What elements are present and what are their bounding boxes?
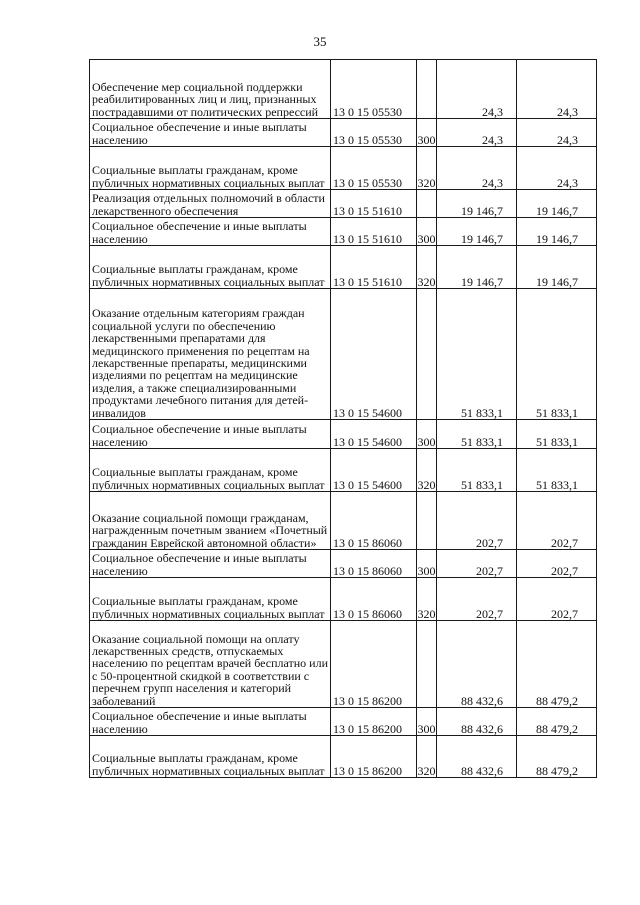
row-name: Социальное обеспечение и иные выплаты населению [90,218,331,246]
row-amount-1: 51 833,1 [437,449,517,492]
row-amount-1: 19 146,7 [437,218,517,246]
row-amount-2: 19 146,7 [517,218,597,246]
row-expense-type: 320 [417,578,437,621]
row-amount-1: 202,7 [437,578,517,621]
row-amount-1: 24,3 [437,147,517,190]
row-name: Социальное обеспечение и иные выплаты населению [90,550,331,578]
row-code: 13 0 15 54600 [331,449,417,492]
row-amount-2: 88 479,2 [517,621,597,708]
row-expense-type: 320 [417,246,437,289]
row-amount-2: 88 479,2 [517,708,597,736]
row-amount-2: 202,7 [517,578,597,621]
row-code: 13 0 15 86200 [331,621,417,708]
page-number: 35 [313,34,327,49]
row-expense-type: 320 [417,736,437,778]
row-amount-1: 88 432,6 [437,708,517,736]
row-amount-1: 51 833,1 [437,289,517,420]
row-amount-1: 19 146,7 [437,190,517,218]
row-name: Социальные выплаты гражданам, кроме публичных нормативных социальных выплат [90,736,331,778]
row-amount-1: 88 432,6 [437,621,517,708]
row-expense-type: 300 [417,550,437,578]
row-code: 13 0 15 05530 [331,147,417,190]
row-name: Социальные выплаты гражданам, кроме публичных нормативных социальных выплат [90,246,331,289]
row-amount-2: 19 146,7 [517,246,597,289]
row-code: 13 0 15 86060 [331,492,417,550]
table-row [90,190,597,218]
row-expense-type [417,289,437,420]
row-code: 13 0 15 51610 [331,190,417,218]
row-amount-1: 19 146,7 [437,246,517,289]
row-amount-1: 202,7 [437,492,517,550]
row-amount-2: 24,3 [517,60,597,119]
row-name: Социальное обеспечение и иные выплаты населению [90,708,331,736]
table-row [90,218,597,246]
table-row [90,246,597,289]
row-code: 13 0 15 54600 [331,289,417,420]
table-row [90,550,597,578]
row-amount-2: 19 146,7 [517,190,597,218]
row-amount-2: 24,3 [517,147,597,190]
row-name: Социальные выплаты гражданам, кроме публичных нормативных социальных выплат [90,578,331,621]
row-amount-2: 51 833,1 [517,420,597,449]
row-name: Социальные выплаты гражданам, кроме публичных нормативных социальных выплат [90,147,331,190]
budget-table [89,59,597,778]
table-row [90,289,597,420]
table-row [90,449,597,492]
row-expense-type: 300 [417,119,437,147]
row-amount-2: 202,7 [517,550,597,578]
row-code: 13 0 15 05530 [331,119,417,147]
row-code: 13 0 15 86060 [331,578,417,621]
row-expense-type [417,190,437,218]
row-expense-type: 300 [417,218,437,246]
budget-table-body [90,60,597,778]
row-code: 13 0 15 51610 [331,246,417,289]
row-name: Оказание социальной помощи на оплату лекарственных средств, отпускаемых населению по рецептам врачей бесплатно или с 50-процентной скидкой в соответствии с перечнем групп населения и категорий заболеваний [90,621,331,708]
row-amount-2: 51 833,1 [517,449,597,492]
table-row [90,420,597,449]
row-code: 13 0 15 51610 [331,218,417,246]
table-row [90,621,597,708]
row-expense-type [417,60,437,119]
row-name: Социальное обеспечение и иные выплаты населению [90,119,331,147]
row-code: 13 0 15 86060 [331,550,417,578]
row-amount-1: 24,3 [437,119,517,147]
row-name: Социальные выплаты гражданам, кроме публичных нормативных социальных выплат [90,449,331,492]
row-amount-1: 88 432,6 [437,736,517,778]
row-name: Оказание социальной помощи гражданам, награжденным почетным званием «Почетный гражданин Еврейской автономной области» [90,492,331,550]
row-amount-2: 51 833,1 [517,289,597,420]
row-expense-type: 320 [417,449,437,492]
row-amount-1: 202,7 [437,550,517,578]
row-amount-2: 24,3 [517,119,597,147]
row-amount-2: 88 479,2 [517,736,597,778]
table-row [90,736,597,778]
table-row [90,492,597,550]
row-expense-type: 300 [417,708,437,736]
row-code: 13 0 15 86200 [331,708,417,736]
row-code: 13 0 15 05530 [331,60,417,119]
table-row [90,147,597,190]
row-amount-1: 24,3 [437,60,517,119]
table-row [90,119,597,147]
row-expense-type [417,492,437,550]
row-name: Реализация отдельных полномочий в области лекарственного обеспечения [90,190,331,218]
row-name: Обеспечение мер социальной поддержки реабилитированных лиц и лиц, признанных пострадавшими от политических репрессий [90,60,331,119]
table-row [90,708,597,736]
table-row [90,60,597,119]
row-amount-1: 51 833,1 [437,420,517,449]
row-expense-type: 300 [417,420,437,449]
row-code: 13 0 15 54600 [331,420,417,449]
row-name: Оказание отдельным категориям граждан социальной услуги по обеспечению лекарственными препаратами для медицинского применения по рецептам на лекарственные препараты, медицинскими изделиями по рецептам на медицинские изделия, а также специализированными продуктами лечебного питания для детей-инвалидов [90,289,331,420]
table-row [90,578,597,621]
row-expense-type [417,621,437,708]
row-expense-type: 320 [417,147,437,190]
row-amount-2: 202,7 [517,492,597,550]
row-name: Социальное обеспечение и иные выплаты населению [90,420,331,449]
row-code: 13 0 15 86200 [331,736,417,778]
